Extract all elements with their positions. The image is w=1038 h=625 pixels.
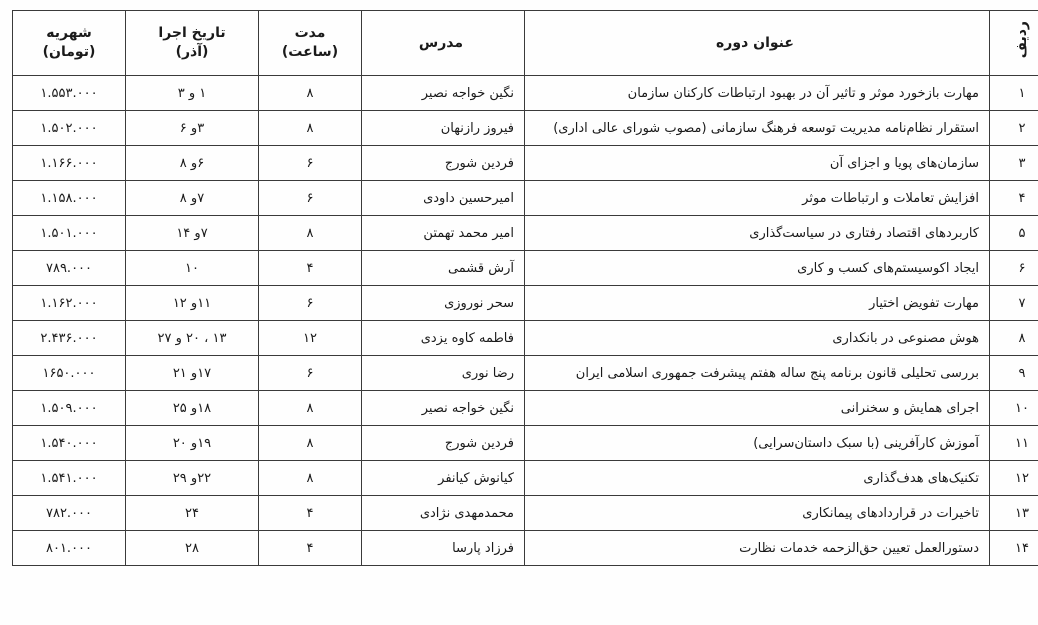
header-date-line2: (آذر) — [175, 44, 209, 60]
table-row — [13, 321, 1038, 356]
cell-hours: ۴ — [259, 251, 362, 286]
cell-row-number: ۱۰ — [990, 391, 1038, 426]
cell-row-number: ۹ — [990, 356, 1038, 391]
cell-hours: ۸ — [259, 461, 362, 496]
table-row — [13, 111, 1038, 146]
cell-fee: ۱.۵۴۱.۰۰۰ — [13, 461, 126, 496]
cell-date: ۱۸و ۲۵ — [126, 391, 259, 426]
table-row — [13, 496, 1038, 531]
cell-course-title: کاربردهای اقتصاد رفتاری در سیاست‌گذاری — [525, 216, 990, 251]
course-schedule-table — [12, 10, 1038, 566]
header-course-title: عنوان دوره — [525, 11, 990, 76]
cell-course-title: استقرار نظام‌نامه مدیریت توسعه فرهنگ سازمانی (مصوب شورای عالی اداری) — [525, 111, 990, 146]
cell-teacher: فرزاد پارسا — [362, 531, 525, 566]
table-row — [13, 356, 1038, 391]
cell-date: ۱۰ — [126, 251, 259, 286]
table-row — [13, 216, 1038, 251]
cell-fee: ۷۸۹.۰۰۰ — [13, 251, 126, 286]
cell-hours: ۶ — [259, 286, 362, 321]
cell-fee: ۱.۵۵۳.۰۰۰ — [13, 76, 126, 111]
cell-course-title: افزایش تعاملات و ارتباطات موثر — [525, 181, 990, 216]
cell-fee: ۱.۵۰۲.۰۰۰ — [13, 111, 126, 146]
cell-date: ۳و ۶ — [126, 111, 259, 146]
cell-row-number: ۱۱ — [990, 426, 1038, 461]
cell-date: ۶و ۸ — [126, 146, 259, 181]
cell-course-title: مهارت بازخورد موثر و تاثیر آن در بهبود ارتباطات کارکنان سازمان — [525, 76, 990, 111]
cell-row-number: ۳ — [990, 146, 1038, 181]
table-row — [13, 461, 1038, 496]
cell-course-title: هوش مصنوعی در بانکداری — [525, 321, 990, 356]
cell-row-number: ۵ — [990, 216, 1038, 251]
cell-hours: ۱۲ — [259, 321, 362, 356]
header-row-number-label: ردیف — [1013, 21, 1030, 59]
cell-hours: ۴ — [259, 531, 362, 566]
cell-hours: ۸ — [259, 76, 362, 111]
header-date-line1: تاریخ اجرا — [158, 25, 226, 41]
cell-hours: ۸ — [259, 391, 362, 426]
cell-teacher: محمدمهدی نژادی — [362, 496, 525, 531]
cell-teacher: نگین خواجه نصیر — [362, 391, 525, 426]
cell-date: ۱۱و ۱۲ — [126, 286, 259, 321]
header-hours-line1: مدت — [294, 25, 326, 41]
header-hours — [259, 11, 362, 76]
cell-row-number: ۶ — [990, 251, 1038, 286]
cell-hours: ۸ — [259, 216, 362, 251]
cell-fee: ۱.۱۶۲.۰۰۰ — [13, 286, 126, 321]
header-fee-line2: (تومان) — [42, 44, 96, 60]
cell-hours: ۶ — [259, 146, 362, 181]
cell-course-title: تکنیک‌های هدف‌گذاری — [525, 461, 990, 496]
cell-course-title: سازمان‌های پویا و اجزای آن — [525, 146, 990, 181]
cell-row-number: ۱۲ — [990, 461, 1038, 496]
cell-course-title: آموزش کارآفرینی (با سبک داستان‌سرایی) — [525, 426, 990, 461]
cell-course-title: مهارت تفویض اختیار — [525, 286, 990, 321]
cell-teacher: امیر محمد تهمتن — [362, 216, 525, 251]
cell-hours: ۶ — [259, 356, 362, 391]
header-date — [126, 11, 259, 76]
cell-course-title: بررسی تحلیلی قانون برنامه پنج ساله هفتم پیشرفت جمهوری اسلامی ایران — [525, 356, 990, 391]
header-teacher: مدرس — [362, 11, 525, 76]
cell-row-number: ۱۳ — [990, 496, 1038, 531]
cell-date: ۷و ۱۴ — [126, 216, 259, 251]
cell-teacher: نگین خواجه نصیر — [362, 76, 525, 111]
table-body — [13, 76, 1038, 566]
table-row — [13, 181, 1038, 216]
cell-hours: ۸ — [259, 111, 362, 146]
cell-row-number: ۸ — [990, 321, 1038, 356]
table-row — [13, 531, 1038, 566]
table-row — [13, 146, 1038, 181]
table-row — [13, 426, 1038, 461]
table-header — [13, 11, 1038, 76]
cell-date: ۲۲و ۲۹ — [126, 461, 259, 496]
cell-course-title: دستورالعمل تعیین حق‌الزحمه خدمات نظارت — [525, 531, 990, 566]
table-row — [13, 251, 1038, 286]
cell-fee: ۱.۵۰۱.۰۰۰ — [13, 216, 126, 251]
cell-hours: ۴ — [259, 496, 362, 531]
table-row — [13, 391, 1038, 426]
cell-fee: ۱.۱۶۶.۰۰۰ — [13, 146, 126, 181]
cell-teacher: آرش قشمی — [362, 251, 525, 286]
cell-fee: ۱.۵۰۹.۰۰۰ — [13, 391, 126, 426]
cell-teacher: فاطمه کاوه یزدی — [362, 321, 525, 356]
header-hours-line2: (ساعت) — [281, 44, 339, 60]
cell-row-number: ۴ — [990, 181, 1038, 216]
cell-date: ۱۷و ۲۱ — [126, 356, 259, 391]
cell-date: ۱۳ ، ۲۰ و ۲۷ — [126, 321, 259, 356]
cell-date: ۱۹و ۲۰ — [126, 426, 259, 461]
cell-fee: ۱.۵۴۰.۰۰۰ — [13, 426, 126, 461]
cell-row-number: ۷ — [990, 286, 1038, 321]
cell-fee: ۱۶۵۰.۰۰۰ — [13, 356, 126, 391]
header-fee — [13, 11, 126, 76]
cell-fee: ۲.۴۳۶.۰۰۰ — [13, 321, 126, 356]
cell-fee: ۱.۱۵۸.۰۰۰ — [13, 181, 126, 216]
cell-row-number: ۱۴ — [990, 531, 1038, 566]
cell-teacher: امیرحسین داودی — [362, 181, 525, 216]
cell-teacher: کیانوش کیانفر — [362, 461, 525, 496]
cell-date: ۱ و ۳ — [126, 76, 259, 111]
cell-teacher: فیروز رازنهان — [362, 111, 525, 146]
cell-date: ۲۴ — [126, 496, 259, 531]
header-row-number — [990, 11, 1038, 76]
cell-date: ۲۸ — [126, 531, 259, 566]
cell-course-title: اجرای همایش و سخنرانی — [525, 391, 990, 426]
cell-fee: ۷۸۲.۰۰۰ — [13, 496, 126, 531]
cell-fee: ۸۰۱.۰۰۰ — [13, 531, 126, 566]
cell-date: ۷و ۸ — [126, 181, 259, 216]
cell-course-title: ایجاد اکوسیستم‌های کسب و کاری — [525, 251, 990, 286]
cell-hours: ۶ — [259, 181, 362, 216]
cell-teacher: فردین شورج — [362, 426, 525, 461]
cell-row-number: ۲ — [990, 111, 1038, 146]
header-row — [13, 11, 1038, 76]
cell-course-title: تاخیرات در قراردادهای پیمانکاری — [525, 496, 990, 531]
cell-teacher: فردین شورج — [362, 146, 525, 181]
cell-teacher: رضا نوری — [362, 356, 525, 391]
table-row — [13, 286, 1038, 321]
cell-hours: ۸ — [259, 426, 362, 461]
header-fee-line1: شهریه — [46, 25, 92, 41]
cell-teacher: سحر نوروزی — [362, 286, 525, 321]
table-row — [13, 76, 1038, 111]
cell-row-number: ۱ — [990, 76, 1038, 111]
